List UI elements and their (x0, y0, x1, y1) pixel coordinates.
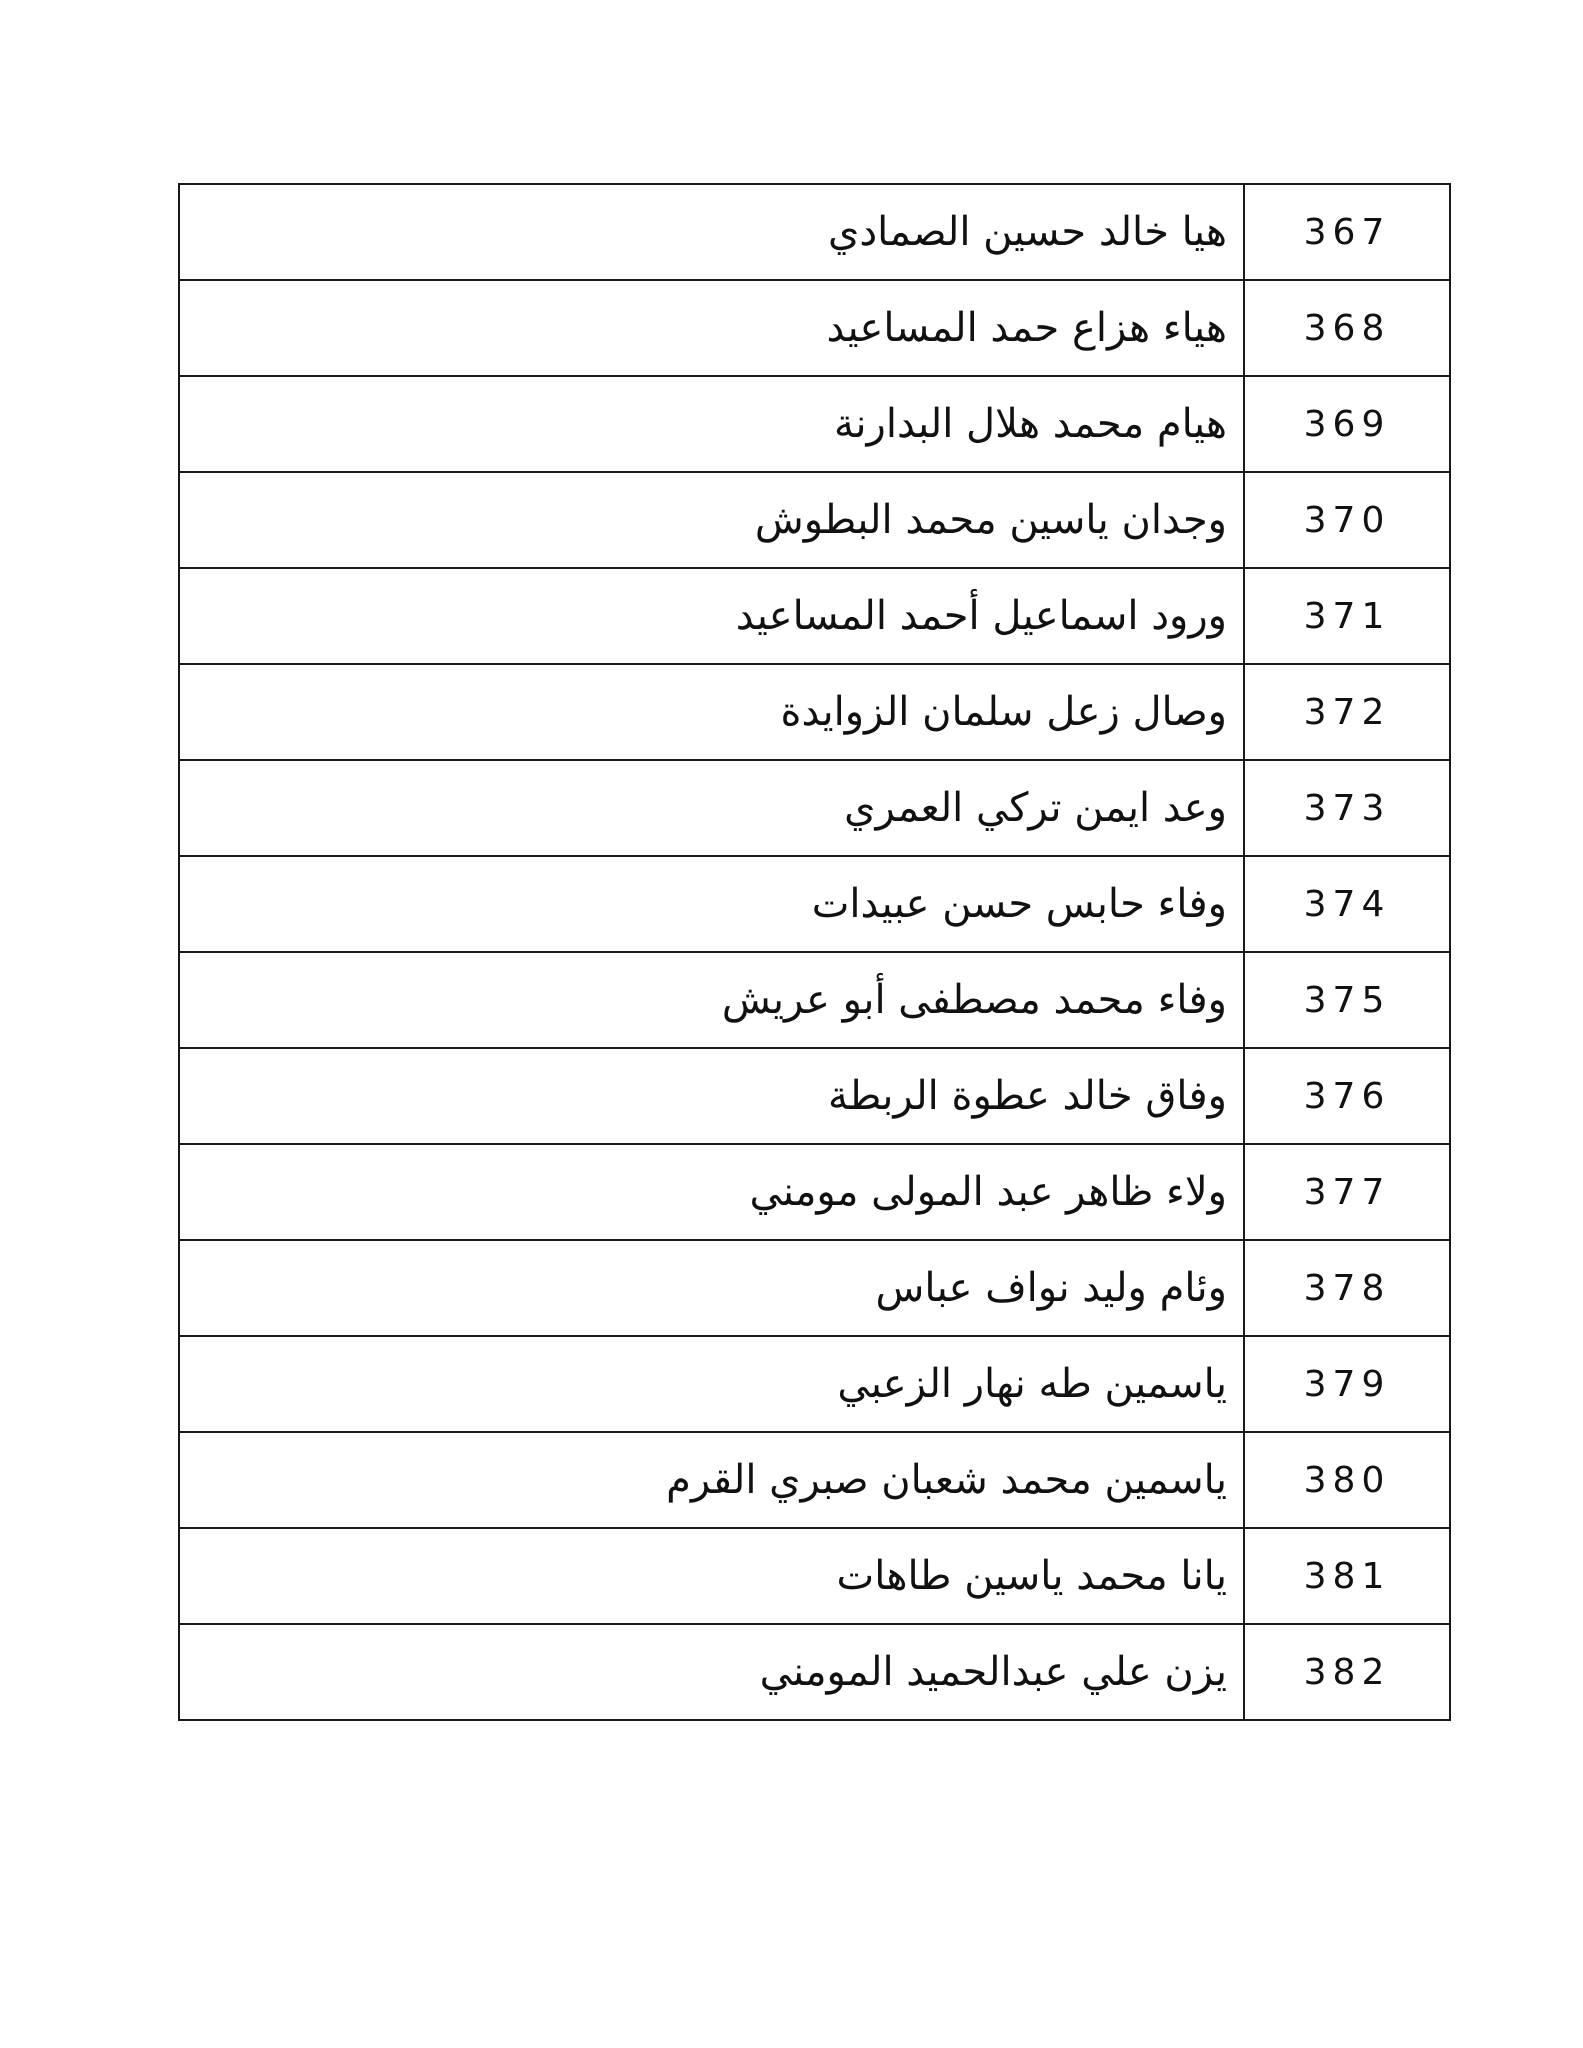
names-table-body (179, 184, 1450, 1720)
number-cell: 380 (1244, 1432, 1450, 1528)
name-cell: يزن علي عبدالحميد المومني (179, 1624, 1244, 1720)
name-cell: وصال زعل سلمان الزوايدة (179, 664, 1244, 760)
name-cell: وئام وليد نواف عباس (179, 1240, 1244, 1336)
number-cell: 371 (1244, 568, 1450, 664)
name-cell: وفاق خالد عطوة الربطة (179, 1048, 1244, 1144)
number-cell: 382 (1244, 1624, 1450, 1720)
number-cell: 367 (1244, 184, 1450, 280)
names-table (178, 183, 1451, 1721)
table-row (179, 184, 1450, 280)
table-row (179, 1528, 1450, 1624)
table-row (179, 1144, 1450, 1240)
name-cell: ورود اسماعيل أحمد المساعيد (179, 568, 1244, 664)
number-cell: 368 (1244, 280, 1450, 376)
table-row (179, 568, 1450, 664)
table-row (179, 1336, 1450, 1432)
document-page (178, 183, 1415, 1721)
number-cell: 369 (1244, 376, 1450, 472)
table-row (179, 280, 1450, 376)
name-cell: وجدان ياسين محمد البطوش (179, 472, 1244, 568)
name-cell: هيا خالد حسين الصمادي (179, 184, 1244, 280)
name-cell: ياسمين طه نهار الزعبي (179, 1336, 1244, 1432)
name-cell: هياء هزاع حمد المساعيد (179, 280, 1244, 376)
table-row (179, 952, 1450, 1048)
name-cell: وفاء محمد مصطفى أبو عريش (179, 952, 1244, 1048)
name-cell: ياسمين محمد شعبان صبري القرم (179, 1432, 1244, 1528)
number-cell: 379 (1244, 1336, 1450, 1432)
table-row (179, 472, 1450, 568)
table-row (179, 1240, 1450, 1336)
name-cell: وعد ايمن تركي العمري (179, 760, 1244, 856)
table-row (179, 664, 1450, 760)
table-row (179, 376, 1450, 472)
number-cell: 381 (1244, 1528, 1450, 1624)
number-cell: 373 (1244, 760, 1450, 856)
name-cell: يانا محمد ياسين طاهات (179, 1528, 1244, 1624)
number-cell: 374 (1244, 856, 1450, 952)
number-cell: 378 (1244, 1240, 1450, 1336)
number-cell: 375 (1244, 952, 1450, 1048)
name-cell: هيام محمد هلال البدارنة (179, 376, 1244, 472)
table-row (179, 760, 1450, 856)
table-row (179, 1048, 1450, 1144)
table-row (179, 1432, 1450, 1528)
name-cell: ولاء ظاهر عبد المولى مومني (179, 1144, 1244, 1240)
table-row (179, 1624, 1450, 1720)
number-cell: 370 (1244, 472, 1450, 568)
table-row (179, 856, 1450, 952)
number-cell: 376 (1244, 1048, 1450, 1144)
name-cell: وفاء حابس حسن عبيدات (179, 856, 1244, 952)
number-cell: 377 (1244, 1144, 1450, 1240)
number-cell: 372 (1244, 664, 1450, 760)
